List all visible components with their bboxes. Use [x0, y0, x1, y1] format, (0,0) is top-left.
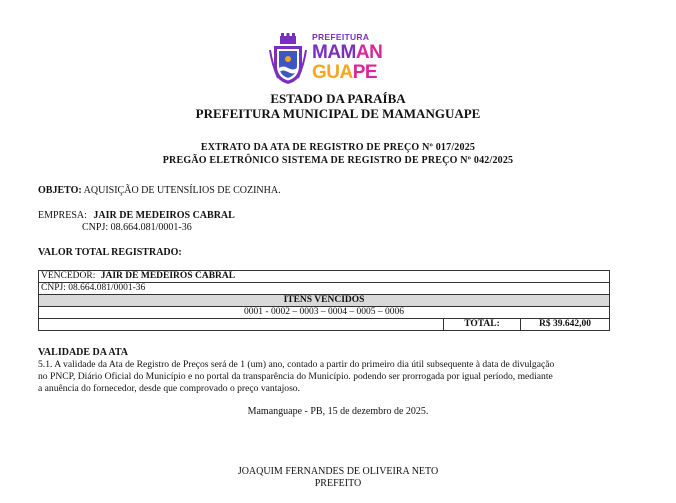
- logo-line1-part2: AN: [355, 42, 383, 63]
- total-value: R$ 39.642,00: [521, 319, 610, 331]
- logo-line2-part1: GUA: [312, 62, 353, 83]
- objeto-value: AQUISIÇÃO DE UTENSÍLIOS DE COZINHA.: [83, 185, 281, 196]
- validade-line2: no PNCP, Diário Oficial do Município e no portal da transparência do Município. podendo ser prorrogada por igual período, mediante: [38, 371, 553, 382]
- vencedor-table: [38, 270, 610, 331]
- logo-line1: [312, 43, 382, 62]
- vencedor-cell: [39, 271, 610, 283]
- validade-heading: VALIDADE DA ATA: [38, 347, 129, 358]
- signature-role: PREFEITO: [314, 478, 362, 489]
- logo-line2-part2: PE: [352, 62, 378, 83]
- itens-list: 0001 - 0002 – 0003 – 0004 – 0005 – 0006: [39, 307, 610, 319]
- itens-header: ITENS VENCIDOS: [39, 295, 610, 307]
- empresa-cnpj: CNPJ: 08.664.081/0001-36: [82, 222, 192, 233]
- state-heading: ESTADO DA PARAÍBA: [270, 91, 406, 106]
- total-label: TOTAL:: [444, 319, 521, 331]
- city-logo: [268, 30, 383, 88]
- logo-line1-part1: MAM: [312, 42, 356, 63]
- logo-prefeitura-text: PREFEITURA: [312, 32, 370, 42]
- table-row: [39, 307, 610, 319]
- validade-text: [38, 359, 554, 395]
- validade-line1: 5.1. A validade da Ata de Registro de Preços será de 1 (um) ano, contado a partir do primeiro dia útil subsequente à data de divulgação: [38, 359, 555, 370]
- coat-of-arms-icon: [268, 32, 308, 86]
- empresa-label: EMPRESA:: [38, 210, 87, 221]
- total-spacer: [39, 319, 444, 331]
- table-row: [39, 295, 610, 307]
- vencedor-cnpj: CNPJ: 08.664.081/0001-36: [39, 283, 610, 295]
- table-row: [39, 319, 610, 331]
- vencedor-label: VENCEDOR:: [41, 271, 96, 281]
- table-row: [39, 271, 610, 283]
- vencedor-name: JAIR DE MEDEIROS CABRAL: [100, 271, 236, 281]
- logo-line2: [312, 63, 377, 82]
- objeto-label: OBJETO:: [38, 185, 82, 196]
- valor-total-label: VALOR TOTAL REGISTRADO:: [38, 247, 182, 258]
- signature-name: JOAQUIM FERNANDES DE OLIVEIRA NETO: [237, 466, 439, 477]
- empresa-name: JAIR DE MEDEIROS CABRAL: [93, 210, 235, 221]
- empresa-line: [38, 210, 235, 221]
- date-place: Mamanguape - PB, 15 de dezembro de 2025.: [247, 406, 429, 417]
- city-hall-heading: PREFEITURA MUNICIPAL DE MAMANGUAPE: [195, 106, 481, 121]
- objeto-line: [38, 185, 281, 196]
- title-line1: EXTRATO DA ATA DE REGISTRO DE PREÇO Nº 017/2025: [200, 142, 476, 153]
- title-line2: PREGÃO ELETRÔNICO SISTEMA DE REGISTRO DE PREÇO Nº 042/2025: [162, 155, 514, 166]
- table-row: [39, 283, 610, 295]
- validade-line3: a anuência do fornecedor, desde que comprovado o preço vantajoso.: [38, 383, 301, 394]
